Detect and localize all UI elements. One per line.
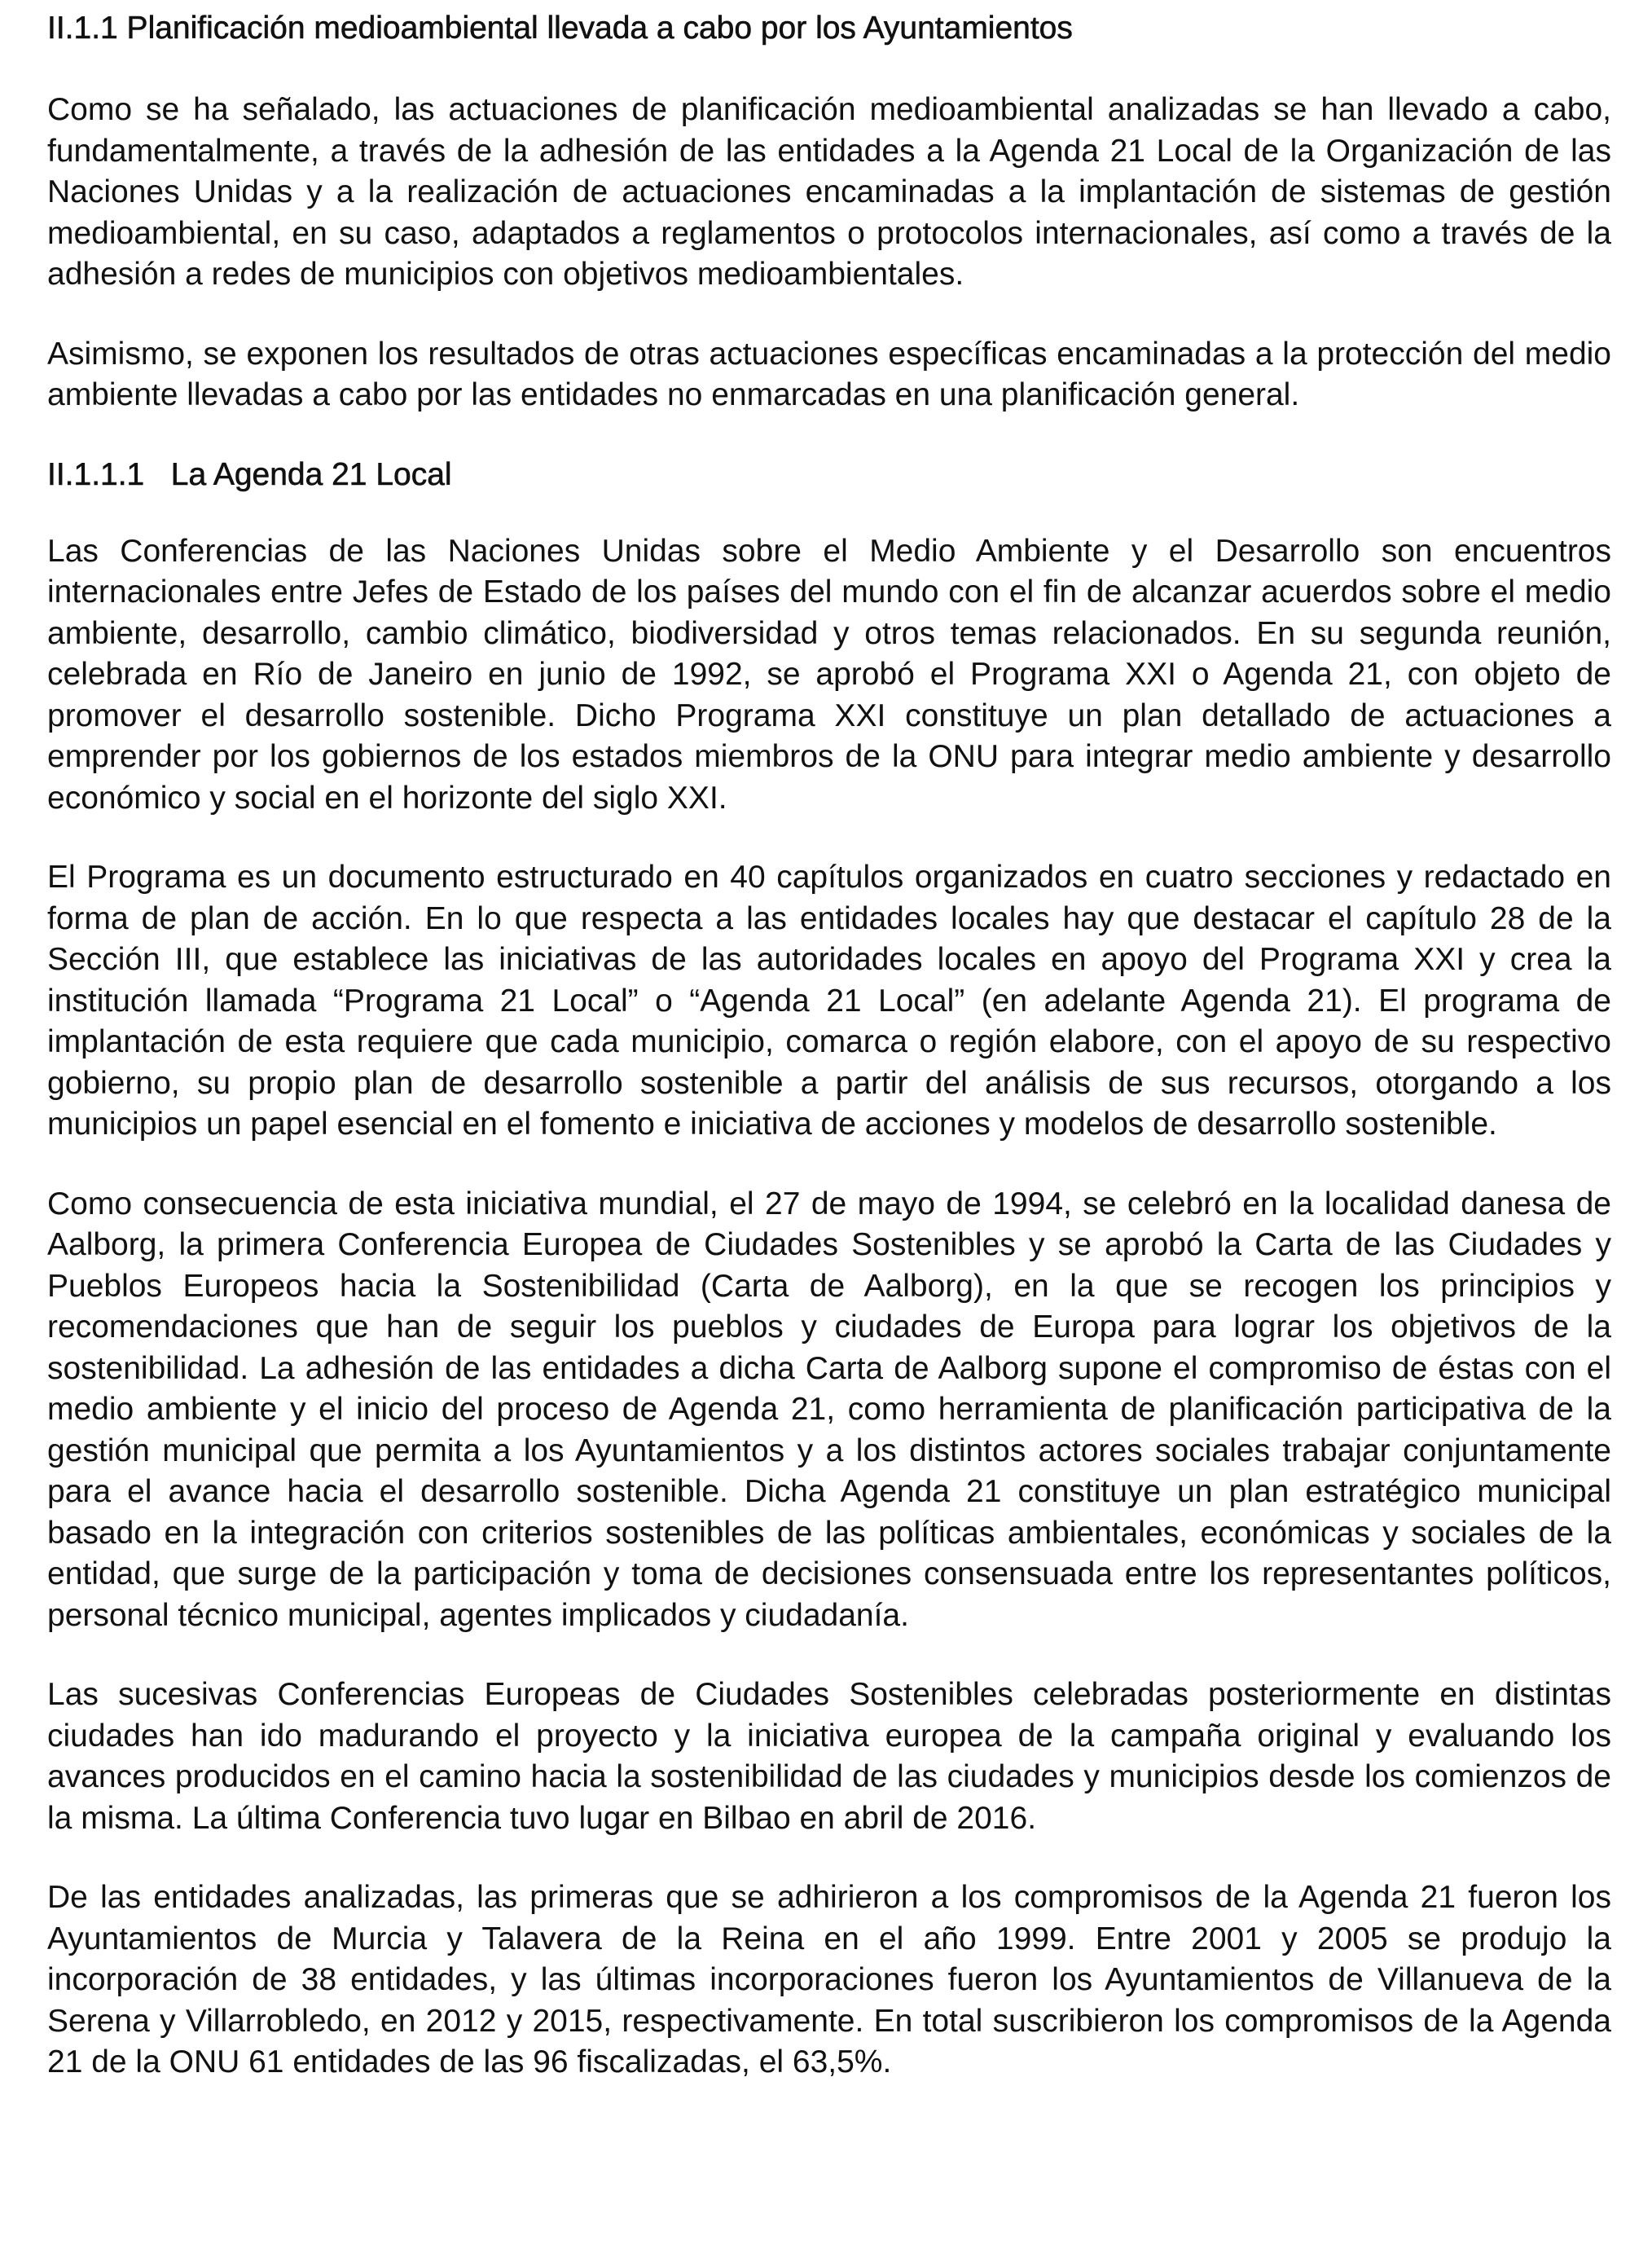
paragraph-programa: El Programa es un documento estructurado en 40 capítulos organizados en cuatro secciones y redactado en forma de plan de acción. En lo que respecta a las entidades locales hay que destacar el capítulo 28 de la Sección III, que establece las iniciativas de las autoridades locales en apoyo del Programa XXI y crea la institución llamada “Programa 21 Local” o “Agenda 21 Local” (en adelante Agenda 21). El programa de implantación de esta requiere que cada municipio, comarca o región elabore, con el apoyo de su respectivo gobierno, su propio plan de desarrollo sostenible a partir del análisis de sus recursos, otorgando a los municipios un papel esencial en el fomento e iniciativa de acciones y modelos de desarrollo sostenible.: [47, 860, 1611, 1142]
subsection-heading: II.1.1.1 La Agenda 21 Local: [47, 456, 452, 492]
section-heading: II.1.1 Planificación medioambiental llevada a cabo por los Ayuntamientos: [47, 11, 1073, 46]
paragraph-un-conferences: Las Conferencias de las Naciones Unidas sobre el Medio Ambiente y el Desarrollo son encuentros internacionales entre Jefes de Estado de los países del mundo con el fin de alcanzar acuerdos sobre el medio ambiente, desarrollo, cambio climático, biodiversidad y otros temas relacionados. En su segunda reunión, celebrada en Río de Janeiro en junio de 1992, se aprobó el Programa XXI o Agenda 21, con objeto de promover el desarrollo sostenible. Dicho Programa XXI constituye un plan detallado de actuaciones a emprender por los gobiernos de los estados miembros de la ONU para integrar medio ambiente y desarrollo económico y social en el horizonte del siglo XXI.: [47, 533, 1611, 816]
paragraph-other-actions: Asimismo, se exponen los resultados de otras actuaciones específicas encaminadas a la protección del medio ambiente llevadas a cabo por las entidades no enmarcadas en una planificación general.: [47, 336, 1611, 412]
paragraph-european-conferences: Las sucesivas Conferencias Europeas de Ciudades Sostenibles celebradas posteriormente en distintas ciudades han ido madurando el proyecto y la iniciativa europea de la campaña original y evaluando los avances producidos en el camino hacia la sostenibilidad de las ciudades y municipios desde los comienzos de la misma. La última Conferencia tuvo lugar en Bilbao en abril de 2016.: [47, 1677, 1611, 1836]
paragraph-entities-analysis: De las entidades analizadas, las primeras que se adhirieron a los compromisos de la Agenda 21 fueron los Ayuntamientos de Murcia y Talavera de la Reina en el año 1999. Entre 2001 y 2005 se produjo la incorporación de 38 entidades, y las últimas incorporaciones fueron los Ayuntamientos de Villanueva de la Serena y Villarrobledo, en 2012 y 2015, respectivamente. En total suscribieron los compromisos de la Agenda 21 de la ONU 61 entidades de las 96 fiscalizadas, el 63,5%.: [47, 1880, 1611, 2079]
paragraph-intro: Como se ha señalado, las actuaciones de planificación medioambiental analizadas se han llevado a cabo, fundamentalmente, a través de la adhesión de las entidades a la Agenda 21 Local de la Organización de las Naciones Unidas y a la realización de actuaciones encaminadas a la implantación de sistemas de gestión medioambiental, en su caso, adaptados a reglamentos o protocolos internacionales, así como a través de la adhesión a redes de municipios con objetivos medioambientales.: [47, 92, 1611, 292]
document-page: [47, 8, 1611, 2084]
paragraph-aalborg: Como consecuencia de esta iniciativa mundial, el 27 de mayo de 1994, se celebró en la localidad danesa de Aalborg, la primera Conferencia Europea de Ciudades Sostenibles y se aprobó la Carta de las Ciudades y Pueblos Europeos hacia la Sostenibilidad (Carta de Aalborg), en la que se recogen los principios y recomendaciones que han de seguir los pueblos y ciudades de Europa para lograr los objetivos de la sostenibilidad. La adhesión de las entidades a dicha Carta de Aalborg supone el compromiso de éstas con el medio ambiente y el inicio del proceso de Agenda 21, como herramienta de planificación participativa de la gestión municipal que permita a los Ayuntamientos y a los distintos actores sociales trabajar conjuntamente para el avance hacia el desarrollo sostenible. Dicha Agenda 21 constituye un plan estratégico municipal basado en la integración con criterios sostenibles de las políticas ambientales, económicas y sociales de la entidad, que surge de la participación y toma de decisiones consensuada entre los representantes políticos, personal técnico municipal, agentes implicados y ciudadanía.: [47, 1186, 1611, 1633]
